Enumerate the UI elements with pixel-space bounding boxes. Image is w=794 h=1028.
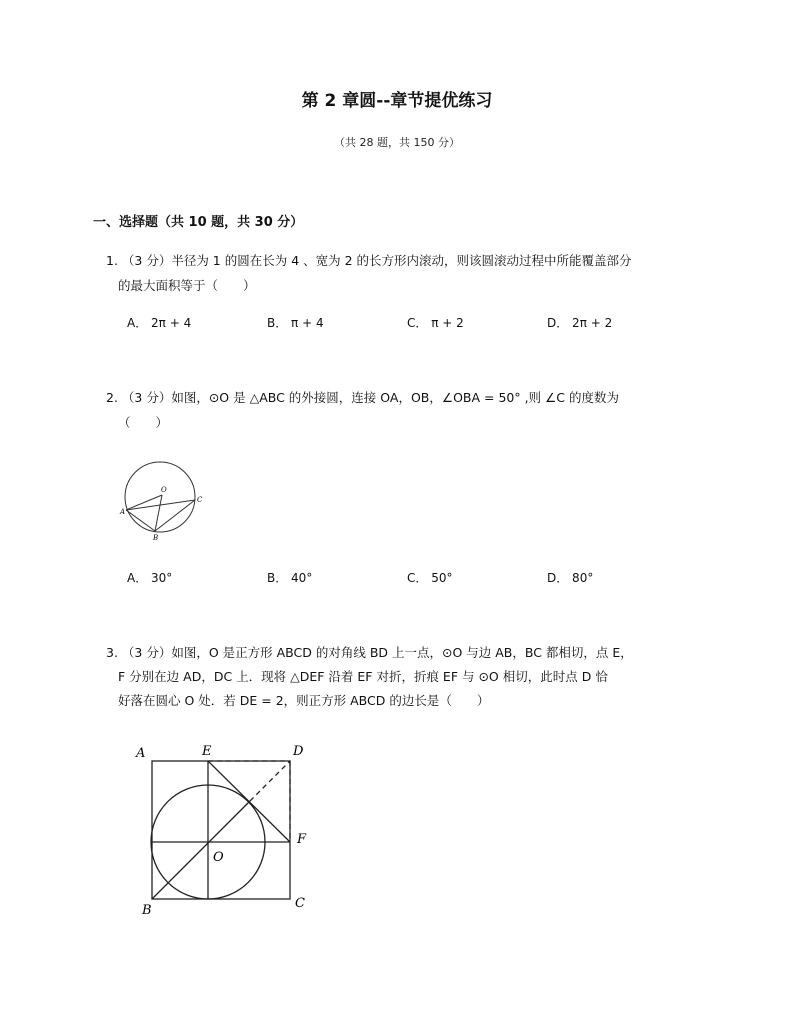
- label-b: B: [142, 903, 152, 918]
- label-e: E: [202, 744, 212, 759]
- segment-ab: [126, 510, 155, 531]
- label-b: B: [153, 534, 159, 542]
- label-a: A: [120, 508, 126, 516]
- question-1-text-line-2: 的最大面积等于（ ）: [118, 278, 256, 293]
- label-o: O: [213, 850, 224, 865]
- question-3-figure: [130, 735, 320, 920]
- label-c: C: [197, 496, 203, 504]
- question-1-option-d: D． 2π + 2: [547, 316, 613, 330]
- question-1-option-c: C． π + 2: [407, 316, 464, 330]
- segment-ob: [155, 495, 162, 531]
- diagonal-bo: [152, 801, 250, 899]
- circumcircle: [125, 462, 195, 532]
- question-2-option-c: C． 50°: [407, 571, 453, 585]
- question-1-text-line-1: 1. （3 分）半径为 1 的圆在长为 4 、宽为 2 的长方形内滚动，则该圆滚动过程中所能覆盖部分: [106, 253, 632, 268]
- question-1-option-b: B． π + 4: [267, 316, 324, 330]
- question-2-figure: [112, 455, 212, 545]
- document-subtitle: （共 28 题，共 150 分）: [334, 136, 460, 149]
- label-d: D: [293, 744, 304, 759]
- question-3-text-line-1: 3. （3 分）如图，O 是正方形 ABCD 的对角线 BD 上一点，⊙O 与边 AB，BC 都相切，点 E，: [106, 645, 633, 660]
- label-o: O: [161, 486, 167, 494]
- label-a: A: [136, 746, 146, 761]
- diagonal-dashed: [250, 761, 290, 801]
- question-2-option-b: B． 40°: [267, 571, 313, 585]
- question-1-option-a: A． 2π + 4: [127, 316, 192, 330]
- question-2-text-line-2: （ ）: [118, 415, 169, 430]
- section-heading-choice: 一、选择题（共 10 题，共 30 分）: [93, 215, 304, 230]
- question-2-option-a: A． 30°: [127, 571, 173, 585]
- label-f: F: [297, 832, 307, 847]
- question-2-option-d: D． 80°: [547, 571, 594, 585]
- label-c: C: [295, 896, 305, 911]
- document-title: 第 2 章圆--章节提优练习: [301, 91, 493, 111]
- question-3-text-line-2: F 分别在边 AD，DC 上．现将 △DEF 沿着 EF 对折，折痕 EF 与 ⊙O 相切，此时点 D 恰: [118, 669, 608, 684]
- question-2-text-line-1: 2. （3 分）如图，⊙O 是 △ABC 的外接圆，连接 OA，OB，∠OBA = 50° ,则 ∠C 的度数为: [106, 390, 619, 405]
- question-3-text-line-3: 好落在圆心 O 处．若 DE = 2，则正方形 ABCD 的边长是（ ）: [118, 693, 490, 708]
